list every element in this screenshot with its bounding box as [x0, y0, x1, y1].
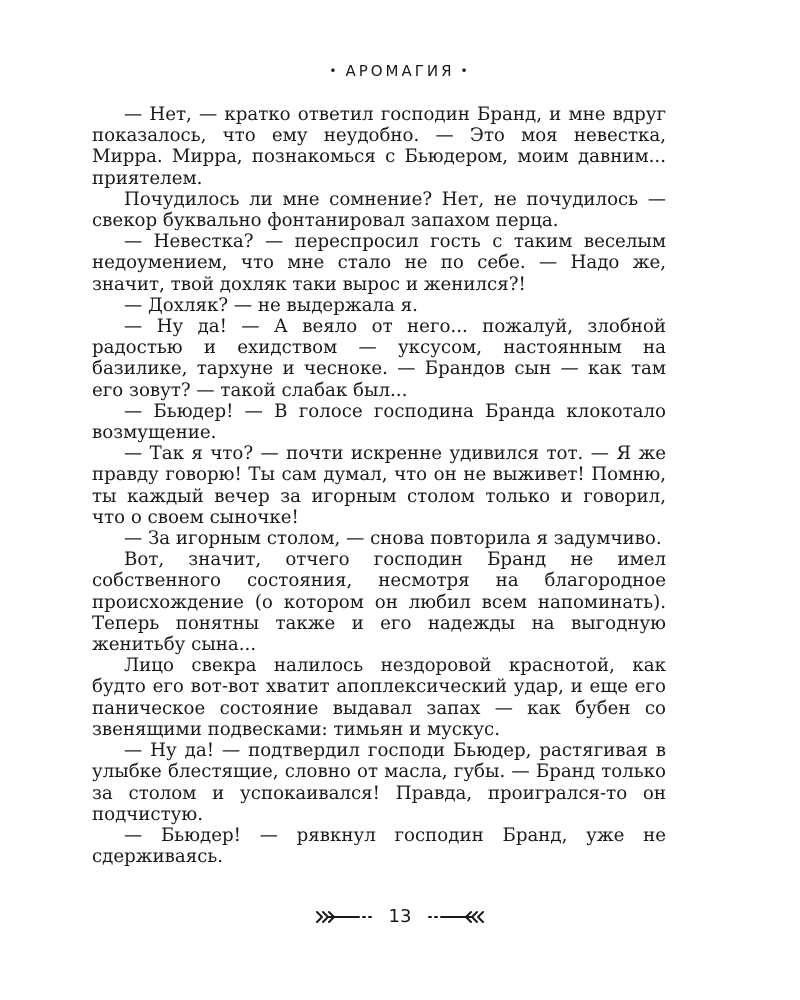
arrow-ornament-right-icon — [421, 909, 485, 925]
paragraph: — Ну да! — А веяло от него... пожалуй, злобной радостью и ехидством — уксусом, настоянным на базилике, тархуне и чесноке. — Брандов сын — как там его зовут? — такой слабак был... — [92, 316, 666, 401]
header-bullet-right: • — [460, 64, 471, 78]
page-footer — [0, 906, 800, 928]
paragraph: — Бьюдер! — В голосе господина Бранда клокотало возмущение. — [92, 400, 666, 444]
paragraph: — Так я что? — почти искренне удивился тот. — Я же правду говорю! Ты сам думал, что он не выживет! Помню, ты каждый вечер за игорным столом только и говорил, что о своем сыночке! — [92, 443, 666, 528]
running-head — [0, 62, 800, 80]
paragraph: — Ну да! — подтвердил господи Бьюдер, растягивая в улыбке блестящие, словно от масла, губы. — Бранд только за столом и успокаивался! Правда, проигрался-то он подчистую. — [92, 740, 666, 825]
paragraph: Вот, значит, отчего господин Бранд не имел собственного состояния, несмотря на благородное происхождение (о котором он любил всем напоминать). Теперь понятны также и его надежды на выгодную женитьбу сына... — [92, 549, 666, 656]
paragraph: — Дохляк? — не выдержала я. — [124, 294, 418, 316]
paragraph: Почудилось ли мне сомнение? Нет, не почудилось — свекор буквально фонтанировал запахом перца. — [92, 188, 666, 232]
body-text — [92, 104, 666, 867]
page-number: 13 — [388, 906, 412, 927]
paragraph: — За игорным столом, — снова повторила я задумчиво. — [124, 528, 662, 550]
paragraph: — Бьюдер! — рявкнул господин Бранд, уже не сдерживаясь. — [92, 824, 666, 868]
book-title: АРОМАГИЯ — [345, 62, 455, 80]
paragraph: — Невестка? — переспросил гость с таким веселым недоумением, что мне стало не по себе. — Надо же, значит, твой дохляк таки вырос и женился?! — [92, 231, 666, 295]
header-bullet-left: • — [329, 64, 340, 78]
arrow-ornament-left-icon — [315, 909, 379, 925]
paragraph: Лицо свекра налилось нездоровой краснотой, как будто его вот-вот хватит апоплексический удар, и еще его паническое состояние выдавал запах — как бубен со звенящими подвесками: тимьян и мускус. — [92, 655, 666, 740]
paragraph: — Нет, — кратко ответил господин Бранд, и мне вдруг показалось, что ему неудобно. — Это моя невестка, Мирра. Мирра, познакомься с Бьюдером, моим давним... приятелем. — [92, 104, 666, 189]
